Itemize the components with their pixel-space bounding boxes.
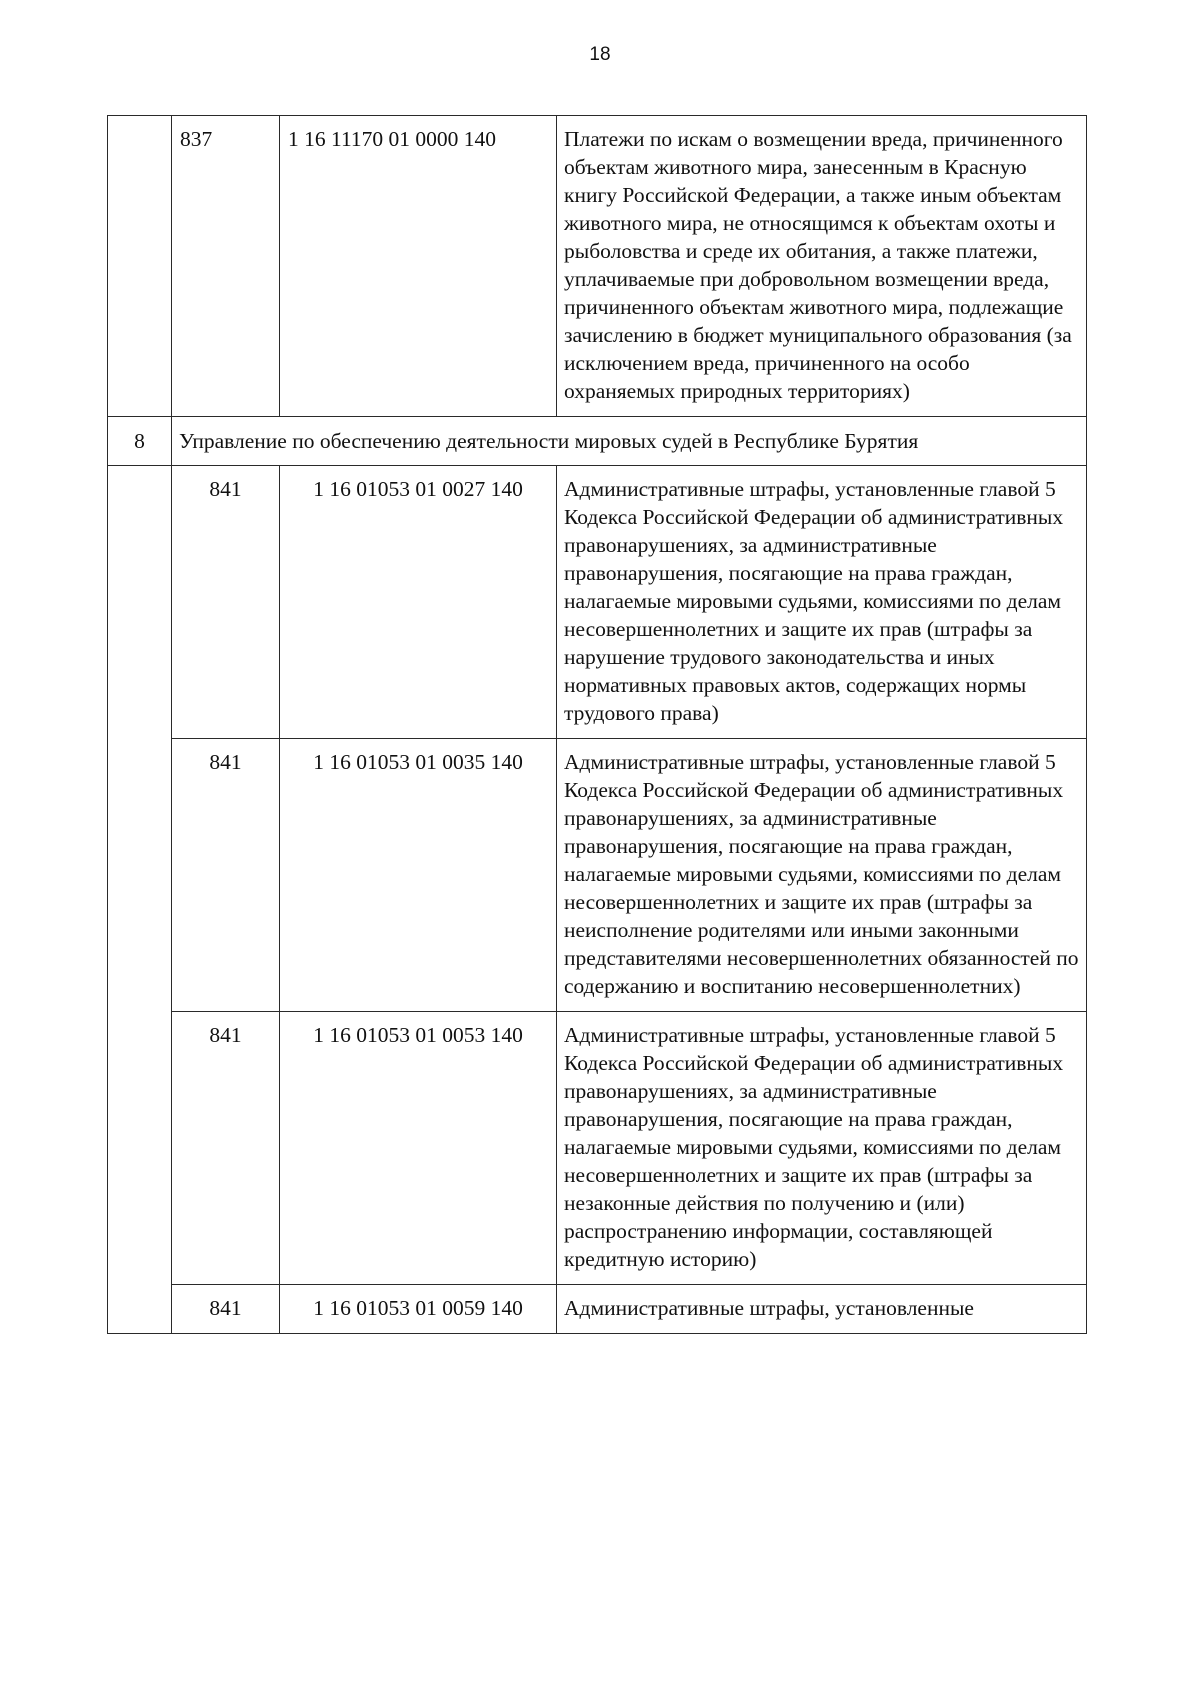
kbk-code-cell: 1 16 11170 01 0000 140 xyxy=(280,116,557,417)
table-row xyxy=(108,466,1087,739)
admin-code-cell: 841 xyxy=(172,739,280,1012)
row-number-cell xyxy=(108,116,172,417)
revenue-codes-table xyxy=(107,115,1087,1334)
section-number: 8 xyxy=(108,417,172,466)
admin-code-cell: 841 xyxy=(172,1012,280,1285)
admin-code-cell: 841 xyxy=(172,466,280,739)
kbk-code-cell: 1 16 01053 01 0035 140 xyxy=(280,739,557,1012)
description-cell: Административные штрафы, установленные главой 5 Кодекса Российской Федерации об административных правонарушениях, за административные правонарушения, посягающие на права граждан, налагаемые мировыми судьями, комиссиями по делам несовершеннолетних и защите их прав (штрафы за незаконные действия по получению и (или) распространению информации, составляющей кредитную историю) xyxy=(557,1012,1087,1285)
description-cell: Административные штрафы, установленные xyxy=(557,1285,1087,1334)
row-number-cell xyxy=(108,466,172,1334)
section-header-row xyxy=(108,417,1087,466)
kbk-code-cell: 1 16 01053 01 0053 140 xyxy=(280,1012,557,1285)
description-cell: Административные штрафы, установленные главой 5 Кодекса Российской Федерации об административных правонарушениях, за административные правонарушения, посягающие на права граждан, налагаемые мировыми судьями, комиссиями по делам несовершеннолетних и защите их прав (штрафы за нарушение трудового законодательства и иных нормативных правовых актов, содержащих нормы трудового права) xyxy=(557,466,1087,739)
page-number: 18 xyxy=(589,44,611,65)
table-row xyxy=(108,739,1087,1012)
admin-code-cell: 837 xyxy=(172,116,280,417)
table-row xyxy=(108,1012,1087,1285)
table-row xyxy=(108,116,1087,417)
kbk-code-cell: 1 16 01053 01 0027 140 xyxy=(280,466,557,739)
description-cell: Платежи по искам о возмещении вреда, причиненного объектам животного мира, занесенным в Красную книгу Российской Федерации, а также иным объектам животного мира, не относящимся к объектам охоты и рыболовства и среде их обитания, а также платежи, уплачиваемые при добровольном возмещении вреда, причиненного объектам животного мира, подлежащие зачислению в бюджет муниципального образования (за исключением вреда, причиненного на особо охраняемых природных территориях) xyxy=(557,116,1087,417)
description-cell: Административные штрафы, установленные главой 5 Кодекса Российской Федерации об административных правонарушениях, за административные правонарушения, посягающие на права граждан, налагаемые мировыми судьями, комиссиями по делам несовершеннолетних и защите их прав (штрафы за неисполнение родителями или иными законными представителями несовершеннолетних обязанностей по содержанию и воспитанию несовершеннолетних) xyxy=(557,739,1087,1012)
admin-code-cell: 841 xyxy=(172,1285,280,1334)
kbk-code-cell: 1 16 01053 01 0059 140 xyxy=(280,1285,557,1334)
table-row xyxy=(108,1285,1087,1334)
section-title: Управление по обеспечению деятельности мировых судей в Республике Бурятия xyxy=(172,417,1087,466)
